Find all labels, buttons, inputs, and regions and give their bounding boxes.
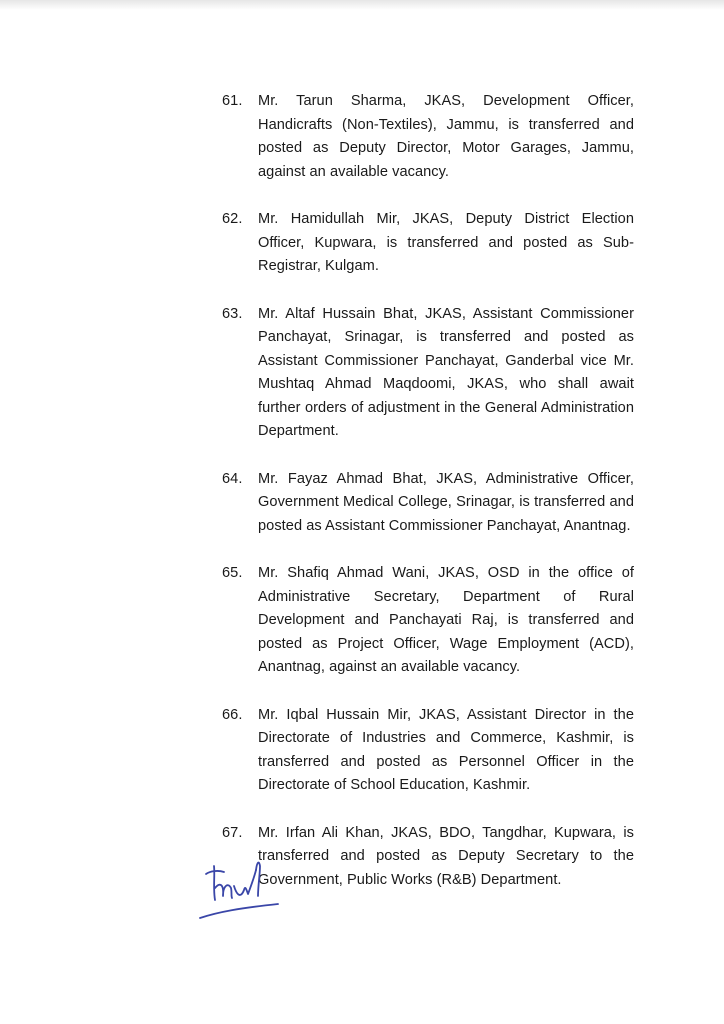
order-item-67 xyxy=(222,822,634,893)
order-item-62 xyxy=(222,208,634,279)
item-text: Mr. Shafiq Ahmad Wani, JKAS, OSD in the office of Administrative Secretary, Department of Rural Development and Panchayati Raj, is transferred and posted as Project Officer, Wage Employment (ACD), Anantnag, against an available vacancy. xyxy=(258,565,634,675)
item-number: 67. xyxy=(222,824,243,841)
order-item-65 xyxy=(222,562,634,680)
item-text: Mr. Iqbal Hussain Mir, JKAS, Assistant Director in the Directorate of Industries and Commerce, Kashmir, is transferred and posted as Personnel Officer in the Directorate of School Education, Kashmir. xyxy=(258,706,634,793)
item-text: Mr. Fayaz Ahmad Bhat, JKAS, Administrative Officer, Government Medical College, Srinagar, is transferred and posted as Assistant Commissioner Panchayat, Anantnag. xyxy=(258,470,634,534)
item-number: 64. xyxy=(222,470,243,487)
item-number: 66. xyxy=(222,706,243,723)
item-number: 62. xyxy=(222,211,243,227)
order-item-64 xyxy=(222,468,634,539)
item-text: Mr. Irfan Ali Khan, JKAS, BDO, Tangdhar, Kupwara, is transferred and posted as Deputy Secretary to the Government, Public Works (R&B) Department. xyxy=(258,824,634,888)
order-item-66 xyxy=(222,704,634,798)
item-number: 63. xyxy=(222,305,243,322)
handwritten-signature-icon xyxy=(196,852,282,924)
order-item-63 xyxy=(222,303,634,444)
item-text: Mr. Tarun Sharma, JKAS, Development Officer, Handicrafts (Non-Textiles), Jammu, is transferred and posted as Deputy Director, Motor Garages, Jammu, against an available vacancy. xyxy=(258,93,634,180)
scan-top-edge xyxy=(0,0,724,10)
item-number: 61. xyxy=(222,93,243,109)
item-text: Mr. Altaf Hussain Bhat, JKAS, Assistant Commissioner Panchayat, Srinagar, is transferred and posted as Assistant Commissioner Panchayat, Ganderbal vice Mr. Mushtaq Ahmad Maqdoomi, JKAS, who shall await further orders of adjustment in the General Administration Department. xyxy=(258,305,634,439)
signature-strokes xyxy=(200,863,278,918)
item-text: Mr. Hamidullah Mir, JKAS, Deputy District Election Officer, Kupwara, is transferred and posted as Sub-Registrar, Kulgam. xyxy=(258,211,634,274)
order-item-61 xyxy=(222,90,634,184)
transfer-order-list xyxy=(222,90,634,892)
item-number: 65. xyxy=(222,565,243,581)
